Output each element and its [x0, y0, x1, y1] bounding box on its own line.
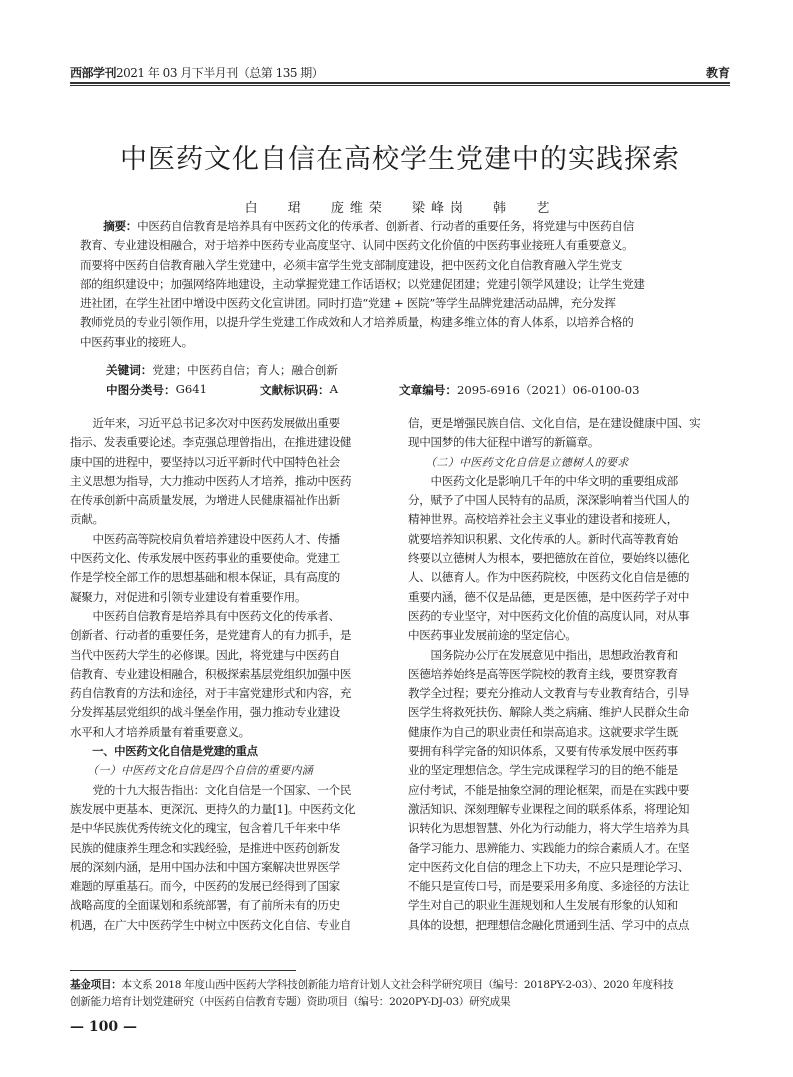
abstract-line: 教育、专业建设相融合，对于培养中医药专业高度坚守、认同中医药文化价值的中医药事业接班人有重要意义。: [80, 238, 634, 253]
article-meta: [106, 382, 706, 400]
body-line: 药自信教育的方法和途径，对于丰富党建形式和内容，充: [70, 686, 352, 701]
running-header: [70, 60, 730, 84]
body-line: 重要内涵，德不仅是品德，更是医德，是中医药学子对中: [408, 589, 690, 604]
journal-name: 西部学刊2021 年 03 月下半月刊（总第 135 期）: [70, 66, 324, 80]
body-column-left: [70, 414, 388, 935]
abstract-line: 而要将中医药自信教育融入学生党建中，必须丰富学生党支部制度建设，把中医药文化自信教育融入学生党支: [80, 257, 623, 272]
body-line: 指示、发表重要论述。李克强总理曾指出，在推进建设健: [70, 435, 352, 450]
keywords-label: 关键词：: [106, 363, 153, 377]
body-line: 医学生将救死扶伤、解除人类之病痛、维护人民群众生命: [408, 705, 690, 720]
abstract-line: 教师党员的专业引领作用，以提升学生党建工作成效和人才培养质量，构建多维立体的育人体系，以培养合格的: [80, 315, 634, 330]
body-line: 中医药事业发展前途的坚定信心。: [408, 628, 577, 643]
subsection-heading: （一）中医药文化自信是四个自信的重要内涵: [70, 764, 314, 778]
body-line: 国务院办公厅在发展意见中指出，思想政治教育和: [408, 647, 678, 662]
body-line: 医德培养始终是高等医学院校的教育主线，要贯穿教育: [408, 666, 678, 681]
body-line: 族发展中更基本、更深沉、更持久的力量[1]。中医药文化: [70, 801, 356, 816]
body-line: 分发挥基层党组织的战斗堡垒作用，强力推动专业建设: [70, 705, 340, 720]
body-line: 识转化为思想智慧、外化为行动能力，将大学生培养为具: [408, 821, 690, 836]
body-line: 备学习能力、思辨能力、实践能力的综合素质人才。在坚: [408, 840, 690, 855]
body-line: 当代中医药大学生的必修课。因此，将党建与中医药自: [70, 647, 340, 662]
article-title: 中医药文化自信在高校学生党建中的实践探索: [120, 144, 680, 175]
body-line: 在传承创新中高质量发展，为增进人民健康福祉作出新: [70, 493, 340, 508]
body-line: 机遇，在广大中医药学生中树立中医药文化自信、专业自: [70, 917, 352, 932]
body-line: 信教育、专业建设相融合，积极探索基层党组织加强中医: [70, 666, 352, 681]
body-line: 学生对自己的职业生涯规划和人生发展有形象的认知和: [408, 898, 678, 913]
abstract-label: 摘要：: [103, 219, 138, 233]
document-code: 文献标识码： A: [260, 382, 338, 397]
body-line: 信，更是增强民族自信、文化自信，是在建设健康中国、实: [408, 416, 701, 430]
body-line: 定中医药文化自信的理念上下功夫，不应只是理论学习、: [408, 859, 690, 874]
body-line: 中医药高等院校肩负着培养建设中医药人才、传播: [70, 531, 340, 546]
keywords-text: 党建；中医药自信；育人；融合创新: [152, 363, 338, 377]
body-line: 人、以德育人。作为中医药院校，中医药文化自信是德的: [408, 570, 690, 585]
body-line: 创新者、行动者的重要任务，是党建育人的有力抓手，是: [70, 628, 352, 643]
body-line: 就要培养知识积累、文化传承的人。新时代高等教育始: [408, 531, 678, 546]
subsection-heading: （二）中医药文化自信是立德树人的要求: [408, 455, 629, 469]
abstract-line: 部的组织建设中；加强网络阵地建设，主动掌握党建工作话语权；以党建促团建；党建引领学风建设；让学生党建: [80, 276, 645, 291]
section-label: 教育: [705, 66, 730, 80]
body-line: 贡献。: [70, 512, 104, 527]
header-rule-thin: [70, 85, 730, 86]
abstract-line: 摘要：中医药自信教育是培养具有中医药文化的传承者、创新者、行动者的重要任务，将党建与中医药自信: [103, 219, 635, 233]
body-line: 现中国梦的伟大征程中谱写的新篇章。: [408, 435, 600, 450]
body-line: 主义思想为指导，大力推动中医药人才培养，推动中医药: [70, 473, 352, 488]
body-line: 教学全过程；要充分推动人文教育与专业教育结合，引导: [408, 686, 690, 701]
footnote-line: 基金项目：本文系 2018 年度山西中医药大学科技创新能力培育计划人文社会科学研究项目（编号：2018PY-2-03）、2020 年度科技: [70, 979, 674, 991]
body-line: 党的十九大报告指出：文化自信是一个国家、一个民: [70, 782, 352, 797]
body-line: 民族的健康养生理念和实践经验，是推进中医药创新发: [70, 840, 340, 855]
abstract-line: 进社团，在学生社团中增设中医药文化宣讲团。同时打造“党建 + 医院”等学生品牌党建活动品牌，充分发挥: [80, 296, 616, 311]
body-line: 具体的设想，把理想信念融化贯通到生活、学习中的点点: [408, 917, 690, 932]
body-line: 医药的专业坚守，对中医药文化价值的高度认同，对从事: [408, 608, 690, 623]
body-line: 健康作为自己的职业责任和崇高追求。这就要求学生既: [408, 724, 678, 739]
keywords: [106, 362, 338, 378]
body-line: 业的坚定理想信念。学生完成课程学习的目的绝不能是: [408, 763, 678, 778]
issue-info: 2021 年 03 月下半月刊（总第 135 期）: [116, 66, 324, 80]
body-line: 精神世界。高校培养社会主义事业的建设者和接班人，: [408, 512, 678, 527]
abstract: [80, 217, 720, 352]
body-line: 激活知识、深刻理解专业课程之间的联系体系，将理论知: [408, 801, 690, 816]
page-number: — 100 —: [70, 1019, 137, 1035]
body-line: 中医药自信教育是培养具有中医药文化的传承者、: [70, 608, 340, 623]
body-line: 凝聚力，对促进和引领专业建设有着重要作用。: [70, 589, 307, 604]
author-list: 白 珺 庞维荣 梁峰岗 韩 艺: [244, 201, 556, 216]
body-column-right: [408, 414, 726, 935]
body-line: 展的深刻内涵，是用中国办法和中国方案解决世界医学: [70, 859, 340, 874]
body-line: 不能只是宣传口号，而是要采用多角度、多途径的方法让: [408, 879, 690, 894]
body-line: 分，赋予了中国人民特有的品质，深深影响着当代国人的: [408, 493, 690, 508]
body-line: 终要以立德树人为根本，要把德放在首位，要始终以德化: [408, 551, 690, 566]
footnote-line: 创新能力培育计划党建研究（中医药自信教育专题）资助项目（编号：2020PY-DJ-03）研究成果: [70, 996, 511, 1008]
body-line: 中医药文化、传承发展中医药事业的重要使命。党建工: [70, 551, 340, 566]
body-line: 水平和人才培养质量有着重要意义。: [70, 724, 250, 739]
body-line: 中医药文化是影响几千年的中华文明的重要组成部: [408, 473, 678, 488]
body-line: 应付考试，不能是抽象空洞的理论框架，而是在实践中要: [408, 782, 690, 797]
body-line: 战略高度的全面谋划和系统部署，有了前所未有的历史: [70, 898, 340, 913]
section-heading: 一、中医药文化自信是党建的重点: [70, 744, 258, 759]
abstract-line: 中医药事业的接班人。: [80, 334, 193, 349]
header-rule: [70, 82, 730, 84]
body-line: 作是学校全部工作的思想基础和根本保证，具有高度的: [70, 570, 340, 585]
body-line: 是中华民族优秀传统文化的瑰宝，包含着几千年来中华: [70, 821, 340, 836]
body-line: 康中国的进程中，要坚持以习近平新时代中国特色社会: [70, 454, 340, 469]
body-line: 要拥有科学完备的知识体系，又要有传承发展中医药事: [408, 744, 678, 759]
clc-code: 中图分类号： G641: [106, 382, 207, 397]
footnote-rule: [70, 970, 296, 971]
footnote-label: 基金项目：: [70, 979, 122, 991]
footnote: [70, 977, 730, 1011]
body-line: 难题的厚重基石。而今，中医药的发展已经得到了国家: [70, 879, 340, 894]
body-line: 近年来，习近平总书记多次对中医药发展做出重要: [70, 416, 340, 430]
article-number: 文章编号： 2095-6916（2021）06-0100-03: [399, 383, 640, 397]
